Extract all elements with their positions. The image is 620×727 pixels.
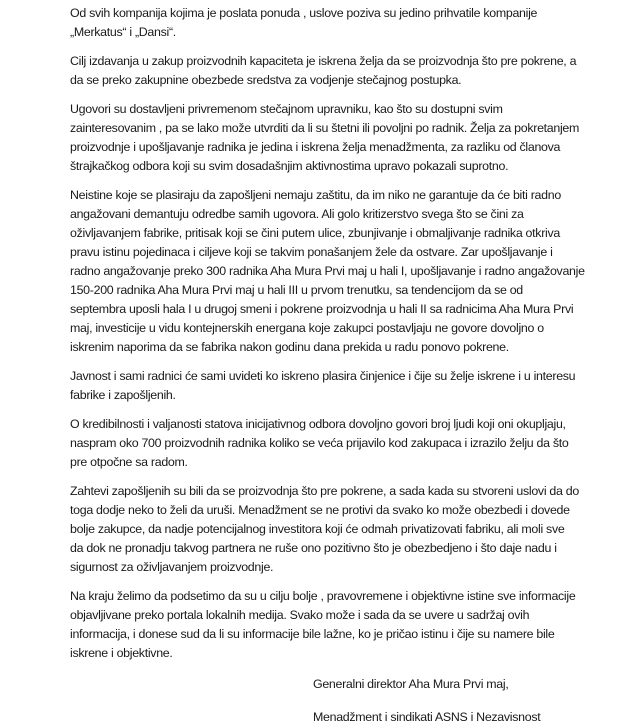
text-line: iskrenim naporima da se fabrika nakon godinu dana prekida u radu ponovo pokrene. bbox=[70, 340, 509, 354]
paragraph-demands bbox=[70, 482, 610, 577]
text-line: objavljivane preko portala lokalnih medija. Svako može i sada da se uvere u sadržaj ovih bbox=[70, 608, 530, 622]
paragraph-goal bbox=[70, 52, 610, 90]
text-line: bolje zakupce, da nadje potencijalnog investitora koji će odmah privatizovati fabriku, ali moli sve bbox=[70, 522, 565, 536]
paragraph-offers bbox=[70, 4, 610, 42]
document-body bbox=[70, 0, 610, 727]
text-line: maj, investicije u vidu kontejnerskih energana koje zakupci postavljaju ne govore dovoljno o bbox=[70, 321, 544, 335]
text-line: angažovani demantuju odredbe samih ugovora. Ali golo kritizerstvo svega što se čini za bbox=[70, 207, 524, 221]
signature-director: Generalni direktor Aha Mura Prvi maj, bbox=[313, 677, 509, 691]
text-line: radno angažovanje preko 300 radnika Aha Mura Prvi maj u hali I, upošljavanje i radno angažovanje bbox=[70, 264, 585, 278]
paragraph-contracts bbox=[70, 100, 610, 176]
paragraph-conclusion bbox=[70, 587, 610, 663]
text-line: septembra uposli hala I u drugoj smeni i pokrene proizvodnja u hali II sa radnicima Aha Mura Prvi bbox=[70, 302, 574, 316]
text-line: informacija, i donese sud da li su informacije bile lažne, ko je pričao istinu i čije su namere bile bbox=[70, 627, 555, 641]
text-line: Zahtevi zapošljenih su bili da se proizvodnja što pre pokrene, a sada kada su stvoreni uslovi da do bbox=[70, 484, 579, 498]
text-line: Neistine koje se plasiraju da zapošljeni nemaju zaštitu, da im niko ne garantuje da će biti radno bbox=[70, 188, 561, 202]
text-line: Od svih kompanija kojima je poslata ponuda , uslove poziva su jedino prihvatile kompanije bbox=[70, 6, 538, 20]
text-line: sigurnost za oživljavanjem proizvodnje. bbox=[70, 560, 274, 574]
text-line: oživljavanjem fabrike, pritisak koji se čini putem ulice, zbunjivanje i obmaljivanje radnika otkriva bbox=[70, 226, 560, 240]
text-line: 150-200 radnika Aha Mura Prvi maj u hali III u prvom trenutku, sa tendencijom da se od bbox=[70, 283, 523, 297]
paragraph-public bbox=[70, 367, 610, 405]
text-line: proizvodnje i upošljavanje radnika je jedina i iskrena želja menadžmenta, za razliku od članova bbox=[70, 140, 561, 154]
text-line: štrajkačkog odbora koji su svim dosadašnjim aktivnostima upravo pokazali suprotno. bbox=[70, 159, 509, 173]
text-line: pre otpočne sa radom. bbox=[70, 455, 188, 469]
text-line: O kredibilnosti i valjanosti statova inicijativnog odbora dovoljno govori broj ljudi koji oni okupljaju, bbox=[70, 417, 566, 431]
text-line: Na kraju želimo da podsetimo da su u cilju bolje , pravovremene i objektivne istine sve informacije bbox=[70, 589, 576, 603]
text-line: „Merkatus“ i „Dansi“. bbox=[70, 25, 176, 39]
text-line: naspram oko 700 proizvodnih radnika koliko se veća prijavilo kod zakupaca i izrazilo želju da što bbox=[70, 436, 569, 450]
signature-management: Menadžment i sindikati ASNS i Nezavisnost bbox=[313, 710, 541, 724]
text-line: toga dodje neko to želi da uruši. Menadžment se ne protivi da svako ko može obezbedi i dovede bbox=[70, 503, 570, 517]
text-line: Javnost i sami radnici će sami uvideti ko iskreno plasira činjenice i čije su želje iskrene i u interesu bbox=[70, 369, 576, 383]
paragraph-credibility bbox=[70, 415, 610, 472]
text-line: Ugovori su dostavljeni privremenom stečajnom upravniku, kao što su dostupni svim bbox=[70, 102, 503, 116]
text-line: da se preko zakupnine obezbede sredstva za vodjenje stečajnog postupka. bbox=[70, 73, 462, 87]
text-line: pravu istinu pojedinaca i ciljeve koji se takvim ponašanjem žele da ostvare. Zar upošljavanje i bbox=[70, 245, 553, 259]
paragraph-untruths bbox=[70, 186, 610, 357]
text-line: da dok ne pronadju takvog partnera ne ruše ono pozitivno što je obezbedjeno i što daje nadu i bbox=[70, 541, 557, 555]
text-line: Cilj izdavanja u zakup proizvodnih kapaciteta je iskrena želja da se proizvodnja što pre pokrene, a bbox=[70, 54, 577, 68]
text-line: fabrike i zapošljenih. bbox=[70, 388, 176, 402]
text-line: iskrene i objektivne. bbox=[70, 646, 173, 660]
text-line: zainteresovanim , pa se lako može utvrditi da li su štetni ili povoljni po radnik. Želja za pokretanjem bbox=[70, 121, 580, 135]
